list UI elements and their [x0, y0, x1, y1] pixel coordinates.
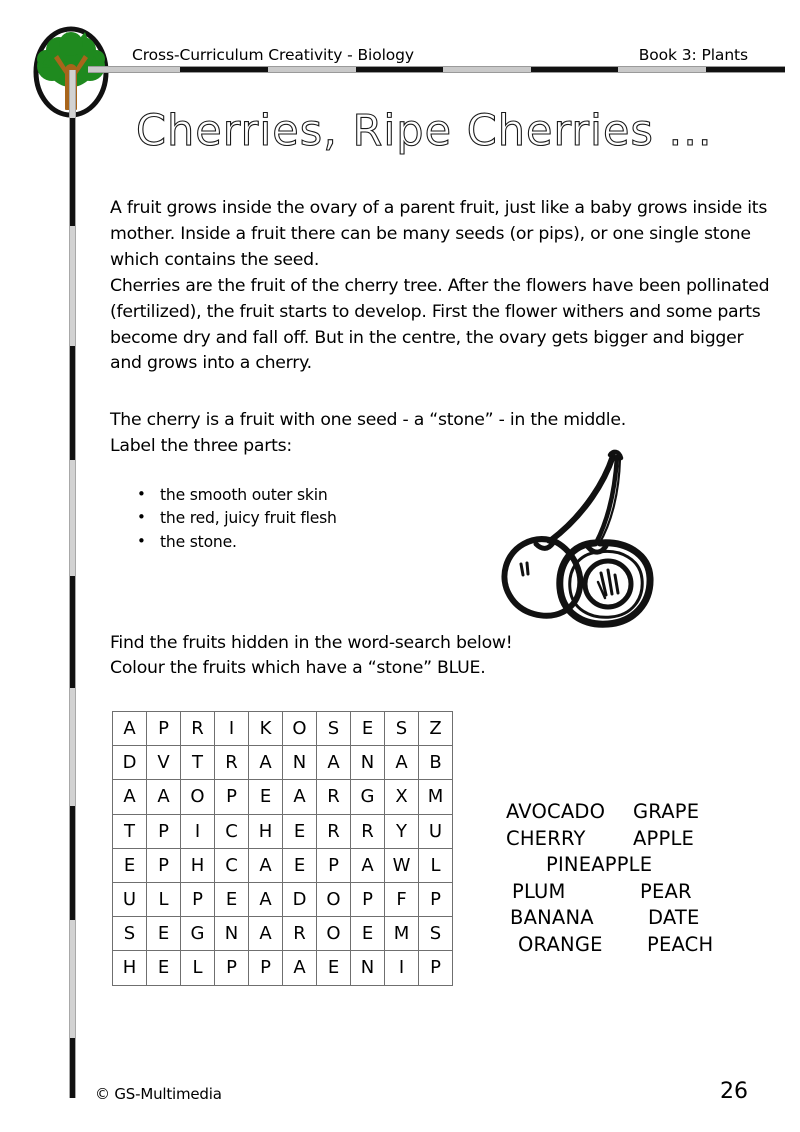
wordsearch-cell[interactable]: E [249, 780, 283, 814]
wordsearch-cell[interactable]: I [385, 951, 419, 985]
wordsearch-cell[interactable]: P [215, 951, 249, 985]
wordsearch-word-list [500, 800, 750, 959]
wordsearch-cell[interactable]: A [113, 780, 147, 814]
wordsearch-cell[interactable]: H [249, 814, 283, 848]
wordsearch-cell[interactable]: I [181, 814, 215, 848]
wordsearch-cell[interactable]: P [215, 780, 249, 814]
seed-sentence: The cherry is a fruit with one seed - a “stone” - in the middle. [110, 410, 626, 430]
find-instruction: Find the fruits hidden in the word-search below! [110, 633, 513, 653]
wordsearch-cell[interactable]: X [385, 780, 419, 814]
word-banana[interactable]: BANANA [510, 906, 594, 929]
word-plum[interactable]: PLUM [512, 879, 566, 903]
wordsearch-cell[interactable]: Z [419, 712, 453, 746]
word-grape[interactable]: GRAPE [633, 800, 700, 823]
wordsearch-cell[interactable]: A [113, 712, 147, 746]
wordsearch-cell[interactable]: L [419, 848, 453, 882]
wordsearch-cell[interactable]: T [113, 814, 147, 848]
word-date[interactable]: DATE [648, 906, 700, 929]
wordsearch-cell[interactable]: M [385, 917, 419, 951]
wordsearch-cell[interactable]: A [351, 848, 385, 882]
wordsearch-cell[interactable]: A [147, 780, 181, 814]
colour-instruction: Colour the fruits which have a “stone” BLUE. [110, 658, 486, 679]
wordsearch-cell[interactable]: P [147, 712, 181, 746]
header-course-label: Cross-Curriculum Creativity - Biology [132, 46, 414, 64]
wordlist-row [500, 933, 750, 960]
cherries-illustration [474, 442, 684, 628]
wordlist-row [500, 800, 750, 827]
wordsearch-cell[interactable]: Y [385, 814, 419, 848]
wordsearch-cell[interactable]: C [215, 848, 249, 882]
wordsearch-cell[interactable]: T [181, 746, 215, 780]
wordsearch-row [113, 712, 453, 746]
wordsearch-cell[interactable]: P [147, 814, 181, 848]
word-pear[interactable]: PEAR [640, 879, 692, 903]
wordsearch-cell[interactable]: E [317, 951, 351, 985]
wordsearch-cell[interactable]: P [419, 883, 453, 917]
list-item: • the stone. [160, 531, 337, 554]
wordsearch-cell[interactable]: O [317, 883, 351, 917]
wordsearch-row [113, 814, 453, 848]
list-item: • the smooth outer skin [160, 484, 337, 507]
wordsearch-row [113, 848, 453, 882]
wordsearch-cell[interactable]: A [249, 746, 283, 780]
wordsearch-cell[interactable]: I [215, 712, 249, 746]
wordsearch-row [113, 746, 453, 780]
wordsearch-cell[interactable]: S [317, 712, 351, 746]
wordsearch-cell[interactable]: O [283, 712, 317, 746]
wordsearch-grid[interactable] [112, 711, 453, 986]
wordsearch-cell[interactable]: P [147, 848, 181, 882]
word-peach[interactable]: PEACH [647, 932, 714, 956]
wordsearch-cell[interactable]: A [385, 746, 419, 780]
wordsearch-cell[interactable]: R [351, 814, 385, 848]
wordsearch-cell[interactable]: A [249, 883, 283, 917]
wordsearch-cell[interactable]: R [317, 814, 351, 848]
wordsearch-cell[interactable]: D [113, 746, 147, 780]
wordsearch-body [113, 712, 453, 986]
wordsearch-row [113, 951, 453, 985]
wordlist-row [500, 906, 750, 933]
word-apple[interactable]: APPLE [633, 826, 695, 850]
wordsearch-cell[interactable]: R [317, 780, 351, 814]
left-margin-rule [69, 70, 76, 1098]
wordsearch-cell[interactable]: E [351, 917, 385, 951]
wordsearch-cell[interactable]: H [181, 848, 215, 882]
wordsearch-cell[interactable]: A [249, 848, 283, 882]
wordsearch-cell[interactable]: E [113, 848, 147, 882]
wordsearch-cell[interactable]: C [215, 814, 249, 848]
footer-page-number: 26 [720, 1079, 748, 1104]
intro-paragraph-1: A fruit grows inside the ovary of a parent fruit, just like a baby grows inside its mother. Inside a fruit there can be many seeds (or pips), or one single stone which contains the seed. [110, 198, 768, 270]
wordsearch-cell[interactable]: E [147, 917, 181, 951]
wordsearch-cell[interactable]: H [113, 951, 147, 985]
wordsearch-cell[interactable]: P [351, 883, 385, 917]
wordsearch-cell[interactable]: P [181, 883, 215, 917]
page-title: Cherries, Ripe Cherries ... [136, 106, 713, 156]
wordsearch-instructions [110, 631, 630, 682]
wordlist-row [500, 853, 750, 880]
wordsearch-cell[interactable]: U [419, 814, 453, 848]
word-avocado[interactable]: AVOCADO [506, 800, 606, 823]
footer-copyright: © GS-Multimedia [95, 1085, 222, 1103]
wordsearch-row [113, 780, 453, 814]
word-orange[interactable]: ORANGE [518, 932, 603, 956]
wordsearch-cell[interactable]: S [113, 917, 147, 951]
wordsearch-cell[interactable]: K [249, 712, 283, 746]
wordlist-row [500, 880, 750, 907]
wordsearch-cell[interactable]: E [147, 951, 181, 985]
header-book-label: Book 3: Plants [638, 46, 748, 64]
wordsearch-cell[interactable]: L [181, 951, 215, 985]
wordsearch-cell[interactable]: N [283, 746, 317, 780]
wordsearch-cell[interactable]: V [147, 746, 181, 780]
wordsearch-cell[interactable]: R [283, 917, 317, 951]
wordsearch-cell[interactable]: E [283, 814, 317, 848]
wordsearch-row [113, 917, 453, 951]
wordsearch-cell[interactable]: N [351, 746, 385, 780]
wordsearch-cell[interactable]: R [215, 746, 249, 780]
wordsearch-cell[interactable]: O [181, 780, 215, 814]
wordsearch-cell[interactable]: B [419, 746, 453, 780]
wordsearch-cell[interactable]: M [419, 780, 453, 814]
wordsearch-row [113, 883, 453, 917]
wordsearch-cell[interactable]: E [283, 848, 317, 882]
list-item: • the red, juicy fruit flesh [160, 507, 337, 530]
cherry-parts-list [132, 484, 337, 554]
wordsearch-cell[interactable]: E [351, 712, 385, 746]
wordsearch-cell[interactable]: F [385, 883, 419, 917]
wordsearch-cell[interactable]: A [249, 917, 283, 951]
header-divider-rule [88, 66, 785, 73]
label-parts-prompt: Label the three parts: [110, 435, 292, 456]
wordsearch-cell[interactable]: N [351, 951, 385, 985]
word-pineapple[interactable]: PINEAPPLE [546, 853, 653, 876]
wordsearch-cell[interactable]: O [317, 917, 351, 951]
intro-paragraph-2: Cherries are the fruit of the cherry tree. After the flowers have been pollinated (fertilized), the fruit starts to develop. First the flower withers and some parts become dry and fall off. But in the centre, the ovary gets bigger and bigger and grows into a cherry. [110, 276, 770, 374]
wordsearch-cell[interactable]: S [419, 917, 453, 951]
wordsearch-cell[interactable]: D [283, 883, 317, 917]
wordsearch-cell[interactable]: R [181, 712, 215, 746]
wordsearch-cell[interactable]: N [215, 917, 249, 951]
wordsearch-cell[interactable]: P [249, 951, 283, 985]
wordlist-row [500, 827, 750, 854]
word-cherry[interactable]: CHERRY [506, 826, 586, 850]
wordsearch-cell[interactable]: G [351, 780, 385, 814]
wordsearch-cell[interactable]: E [215, 883, 249, 917]
wordsearch-cell[interactable]: A [317, 746, 351, 780]
wordsearch-cell[interactable]: L [147, 883, 181, 917]
wordsearch-cell[interactable]: P [317, 848, 351, 882]
wordsearch-cell[interactable]: P [419, 951, 453, 985]
wordsearch-cell[interactable]: W [385, 848, 419, 882]
wordsearch-cell[interactable]: U [113, 883, 147, 917]
wordsearch-cell[interactable]: G [181, 917, 215, 951]
wordsearch-cell[interactable]: S [385, 712, 419, 746]
wordsearch-cell[interactable]: A [283, 951, 317, 985]
wordsearch-cell[interactable]: A [283, 780, 317, 814]
